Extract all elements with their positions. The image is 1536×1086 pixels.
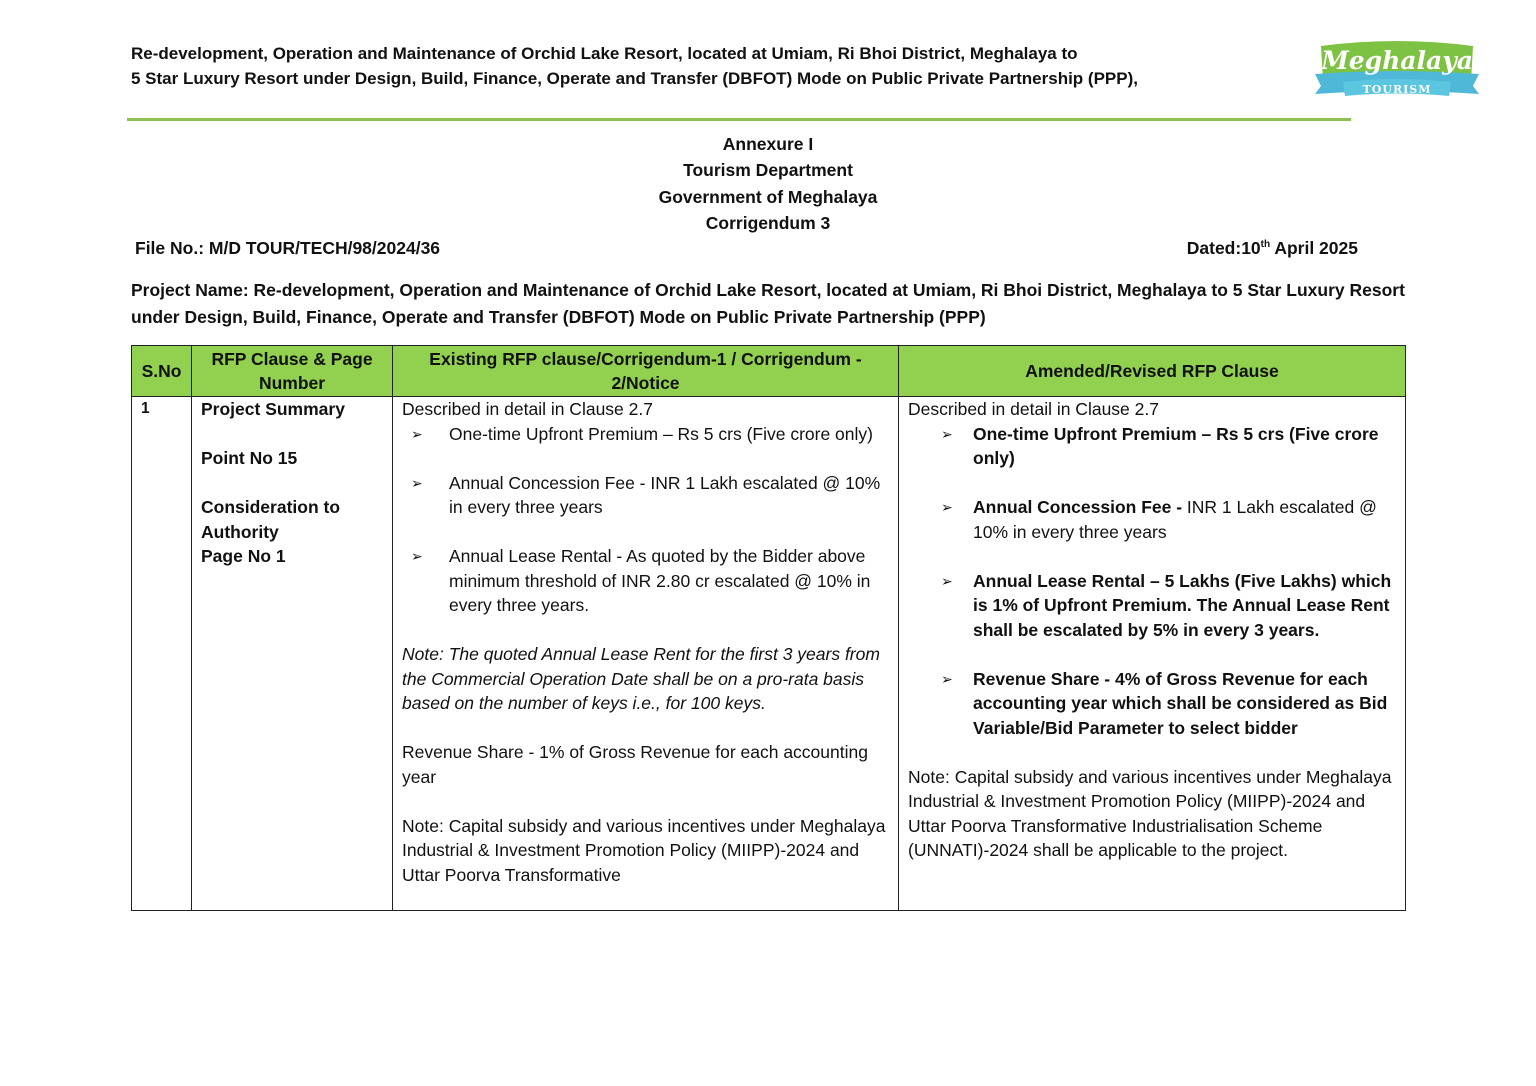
- arrow-bullet-icon: ➢: [941, 425, 953, 442]
- existing-revenue-share: Revenue Share - 1% of Gross Revenue for each accounting year: [402, 742, 868, 787]
- cell-amended-clause: [899, 397, 1406, 911]
- header-existing-clause: Existing RFP clause/Corrigendum-1 / Corrigendum - 2/Notice: [393, 346, 899, 397]
- existing-lease-rental: Annual Lease Rental - As quoted by the Bidder above minimum threshold of INR 2.80 cr escalated @ 10% in every three years.: [449, 546, 871, 615]
- date-line: Dated:10th April 2025: [1186, 238, 1358, 258]
- meghalaya-tourism-logo: [1313, 38, 1481, 100]
- project-name: Project Name: Re-development, Operation and Maintenance of Orchid Lake Resort, located at Umiam, Ri Bhoi District, Meghalaya to 5 Star Luxury Resort under Design, Build, Finance, Operate and Transfer (DBFOT) Mode on Public Private Partnership (PPP): [131, 280, 1405, 327]
- existing-note: Note: The quoted Annual Lease Rent for the first 3 years from the Commercial Operation Date shall be on a pro-rata basis based on the number of keys i.e., for 100 keys.: [402, 644, 880, 713]
- header-divider: [127, 118, 1351, 121]
- table-header-row: [132, 346, 1406, 397]
- header-rfp-clause: RFP Clause & Page Number: [192, 346, 393, 397]
- arrow-bullet-icon: ➢: [941, 499, 953, 515]
- arrow-bullet-icon: ➢: [411, 425, 423, 442]
- header-amended-clause: Amended/Revised RFP Clause: [899, 346, 1406, 397]
- list-item: [908, 422, 1397, 471]
- logo-ribbon-text: TOURISM: [1362, 83, 1432, 96]
- department-title: Tourism Department: [683, 160, 853, 181]
- list-item: [908, 667, 1397, 741]
- table-row: [132, 397, 1406, 911]
- corrigendum-title: Corrigendum 3: [705, 212, 831, 233]
- document-header: [131, 41, 1211, 91]
- clause-page: Page No 1: [201, 546, 286, 566]
- header-line-1: Re-development, Operation and Maintenance of Orchid Lake Resort, located at Umiam, Ri Bhoi District, Meghalaya to: [131, 44, 1078, 63]
- amended-intro: Described in detail in Clause 2.7: [908, 399, 1159, 419]
- amended-subsidy-note: Note: Capital subsidy and various incentives under Meghalaya Industrial & Investment Promotion Policy (MIIPP)-2024 and Uttar Poorva Transformative Industrialisation Scheme (UNNATI)-2024 shall be applicable to the project.: [908, 766, 1392, 860]
- header-sno: S.No: [132, 346, 192, 397]
- cell-existing-clause: [393, 397, 899, 911]
- logo-wordmark: Meghalaya: [1321, 46, 1473, 75]
- list-item: [402, 544, 890, 618]
- amended-concession-fee: Annual Concession Fee - INR 1 Lakh escalated @ 10% in every three years: [973, 497, 1377, 542]
- existing-subsidy-note: Note: Capital subsidy and various incentives under Meghalaya Industrial & Investment Promotion Policy (MIIPP)-2024 and Uttar Poorva Transformative: [402, 815, 886, 885]
- corrigendum-table: [131, 345, 1406, 911]
- clause-title: Project Summary: [201, 399, 345, 419]
- amended-lease-rental: Annual Lease Rental – 5 Lakhs (Five Lakhs) which is 1% of Upfront Premium. The Annual Lease Rent shall be escalated by 5% in every 3 years.: [973, 570, 1392, 640]
- amended-revenue-share: Revenue Share - 4% of Gross Revenue for each accounting year which shall be considered as Bid Variable/Bid Parameter to select bidder: [973, 668, 1388, 738]
- arrow-bullet-icon: ➢: [941, 670, 953, 687]
- list-item: [402, 422, 890, 447]
- existing-concession-fee: Annual Concession Fee - INR 1 Lakh escalated @ 10% in every three years: [449, 472, 881, 517]
- list-item: [402, 471, 890, 520]
- arrow-bullet-icon: ➢: [941, 572, 953, 589]
- amended-upfront-premium: One-time Upfront Premium – Rs 5 crs (Five crore only): [973, 423, 1379, 468]
- clause-point: Point No 15: [201, 448, 298, 468]
- file-number: File No.: M/D TOUR/TECH/98/2024/36: [135, 238, 441, 258]
- arrow-bullet-icon: ➢: [411, 548, 423, 564]
- existing-intro: Described in detail in Clause 2.7: [402, 399, 653, 419]
- cell-rfp-clause: [192, 397, 393, 911]
- header-line-2: 5 Star Luxury Resort under Design, Build, Finance, Operate and Transfer (DBFOT) Mode on Public Private Partnership (PPP),: [131, 69, 1138, 88]
- title-block: [468, 131, 1068, 236]
- government-title: Government of Meghalaya: [658, 186, 878, 207]
- existing-upfront-premium: One-time Upfront Premium – Rs 5 crs (Five crore only): [449, 423, 873, 444]
- annexure-title: Annexure I: [722, 134, 814, 154]
- cell-sno: 1: [132, 397, 192, 911]
- clause-consideration: Consideration to Authority: [201, 497, 341, 542]
- arrow-bullet-icon: ➢: [411, 474, 423, 491]
- list-item: [908, 495, 1397, 544]
- list-item: [908, 569, 1397, 643]
